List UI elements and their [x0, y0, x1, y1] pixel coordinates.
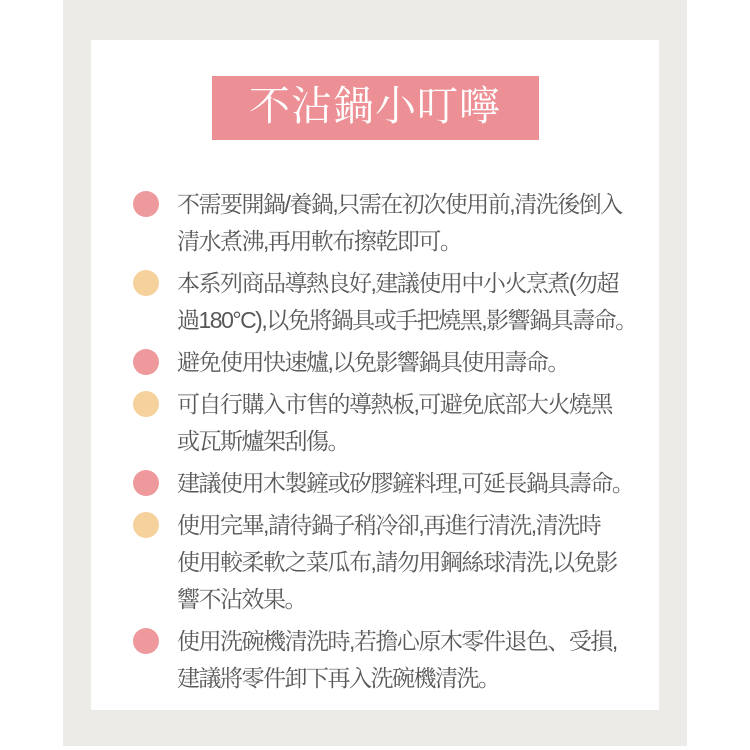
- bullet-dot-pink: [133, 470, 159, 496]
- tip-text: [177, 265, 637, 339]
- tip-line: 或瓦斯爐架刮傷。: [177, 428, 349, 454]
- tip-line: 可自行購入市售的導熱板,可避免底部大火燒黑: [177, 391, 612, 417]
- tip-line: 建議使用木製鏟或矽膠鏟料理,可延長鍋具壽命。: [177, 470, 634, 496]
- tip-item-1: [133, 186, 659, 260]
- tip-item-7: [133, 623, 659, 697]
- page-title: 不沾鍋小叮嚀: [249, 81, 501, 130]
- tip-line: 建議將零件卸下再入洗碗機清洗。: [177, 665, 500, 691]
- tip-item-6: [133, 507, 659, 618]
- bullet-dot-yellow: [133, 391, 159, 417]
- tip-item-4: [133, 386, 659, 460]
- bullet-dot-pink: [133, 349, 159, 375]
- title-banner: [212, 76, 539, 140]
- tip-text: [177, 507, 617, 618]
- bullet-dot-yellow: [133, 270, 159, 296]
- card-frame: [63, 0, 687, 746]
- tip-item-2: [133, 265, 659, 339]
- tip-item-3: [133, 344, 659, 381]
- tip-text: [177, 186, 622, 260]
- tip-line: 清水煮沸,再用軟布擦乾即可。: [177, 228, 462, 254]
- tip-line: 避免使用快速爐,以免影響鍋具使用壽命。: [177, 349, 569, 375]
- tip-text: [177, 623, 617, 697]
- bullet-dot-pink: [133, 628, 159, 654]
- tip-line: 不需要開鍋/養鍋,只需在初次使用前,清洗後倒入: [177, 191, 622, 217]
- tips-list: [133, 186, 659, 697]
- tip-line: 使用洗碗機清洗時,若擔心原木零件退色、受損,: [177, 628, 617, 654]
- tip-line: 使用完畢,請待鍋子稍冷卻,再進行清洗,清洗時: [177, 512, 601, 538]
- tip-text: [177, 465, 633, 502]
- tip-line: 過180°C),以免將鍋具或手把燒黑,影響鍋具壽命。: [177, 307, 637, 333]
- tip-text: [177, 344, 569, 381]
- tip-line: 響不沾效果。: [177, 586, 306, 612]
- tip-line: 使用較柔軟之菜瓜布,請勿用鋼絲球清洗,以免影: [177, 549, 617, 575]
- tip-text: [177, 386, 612, 460]
- bullet-dot-pink: [133, 191, 159, 217]
- tip-line: 本系列商品導熱良好,建議使用中小火烹煮(勿超: [177, 270, 619, 296]
- bullet-dot-yellow: [133, 512, 159, 538]
- tip-item-5: [133, 465, 659, 502]
